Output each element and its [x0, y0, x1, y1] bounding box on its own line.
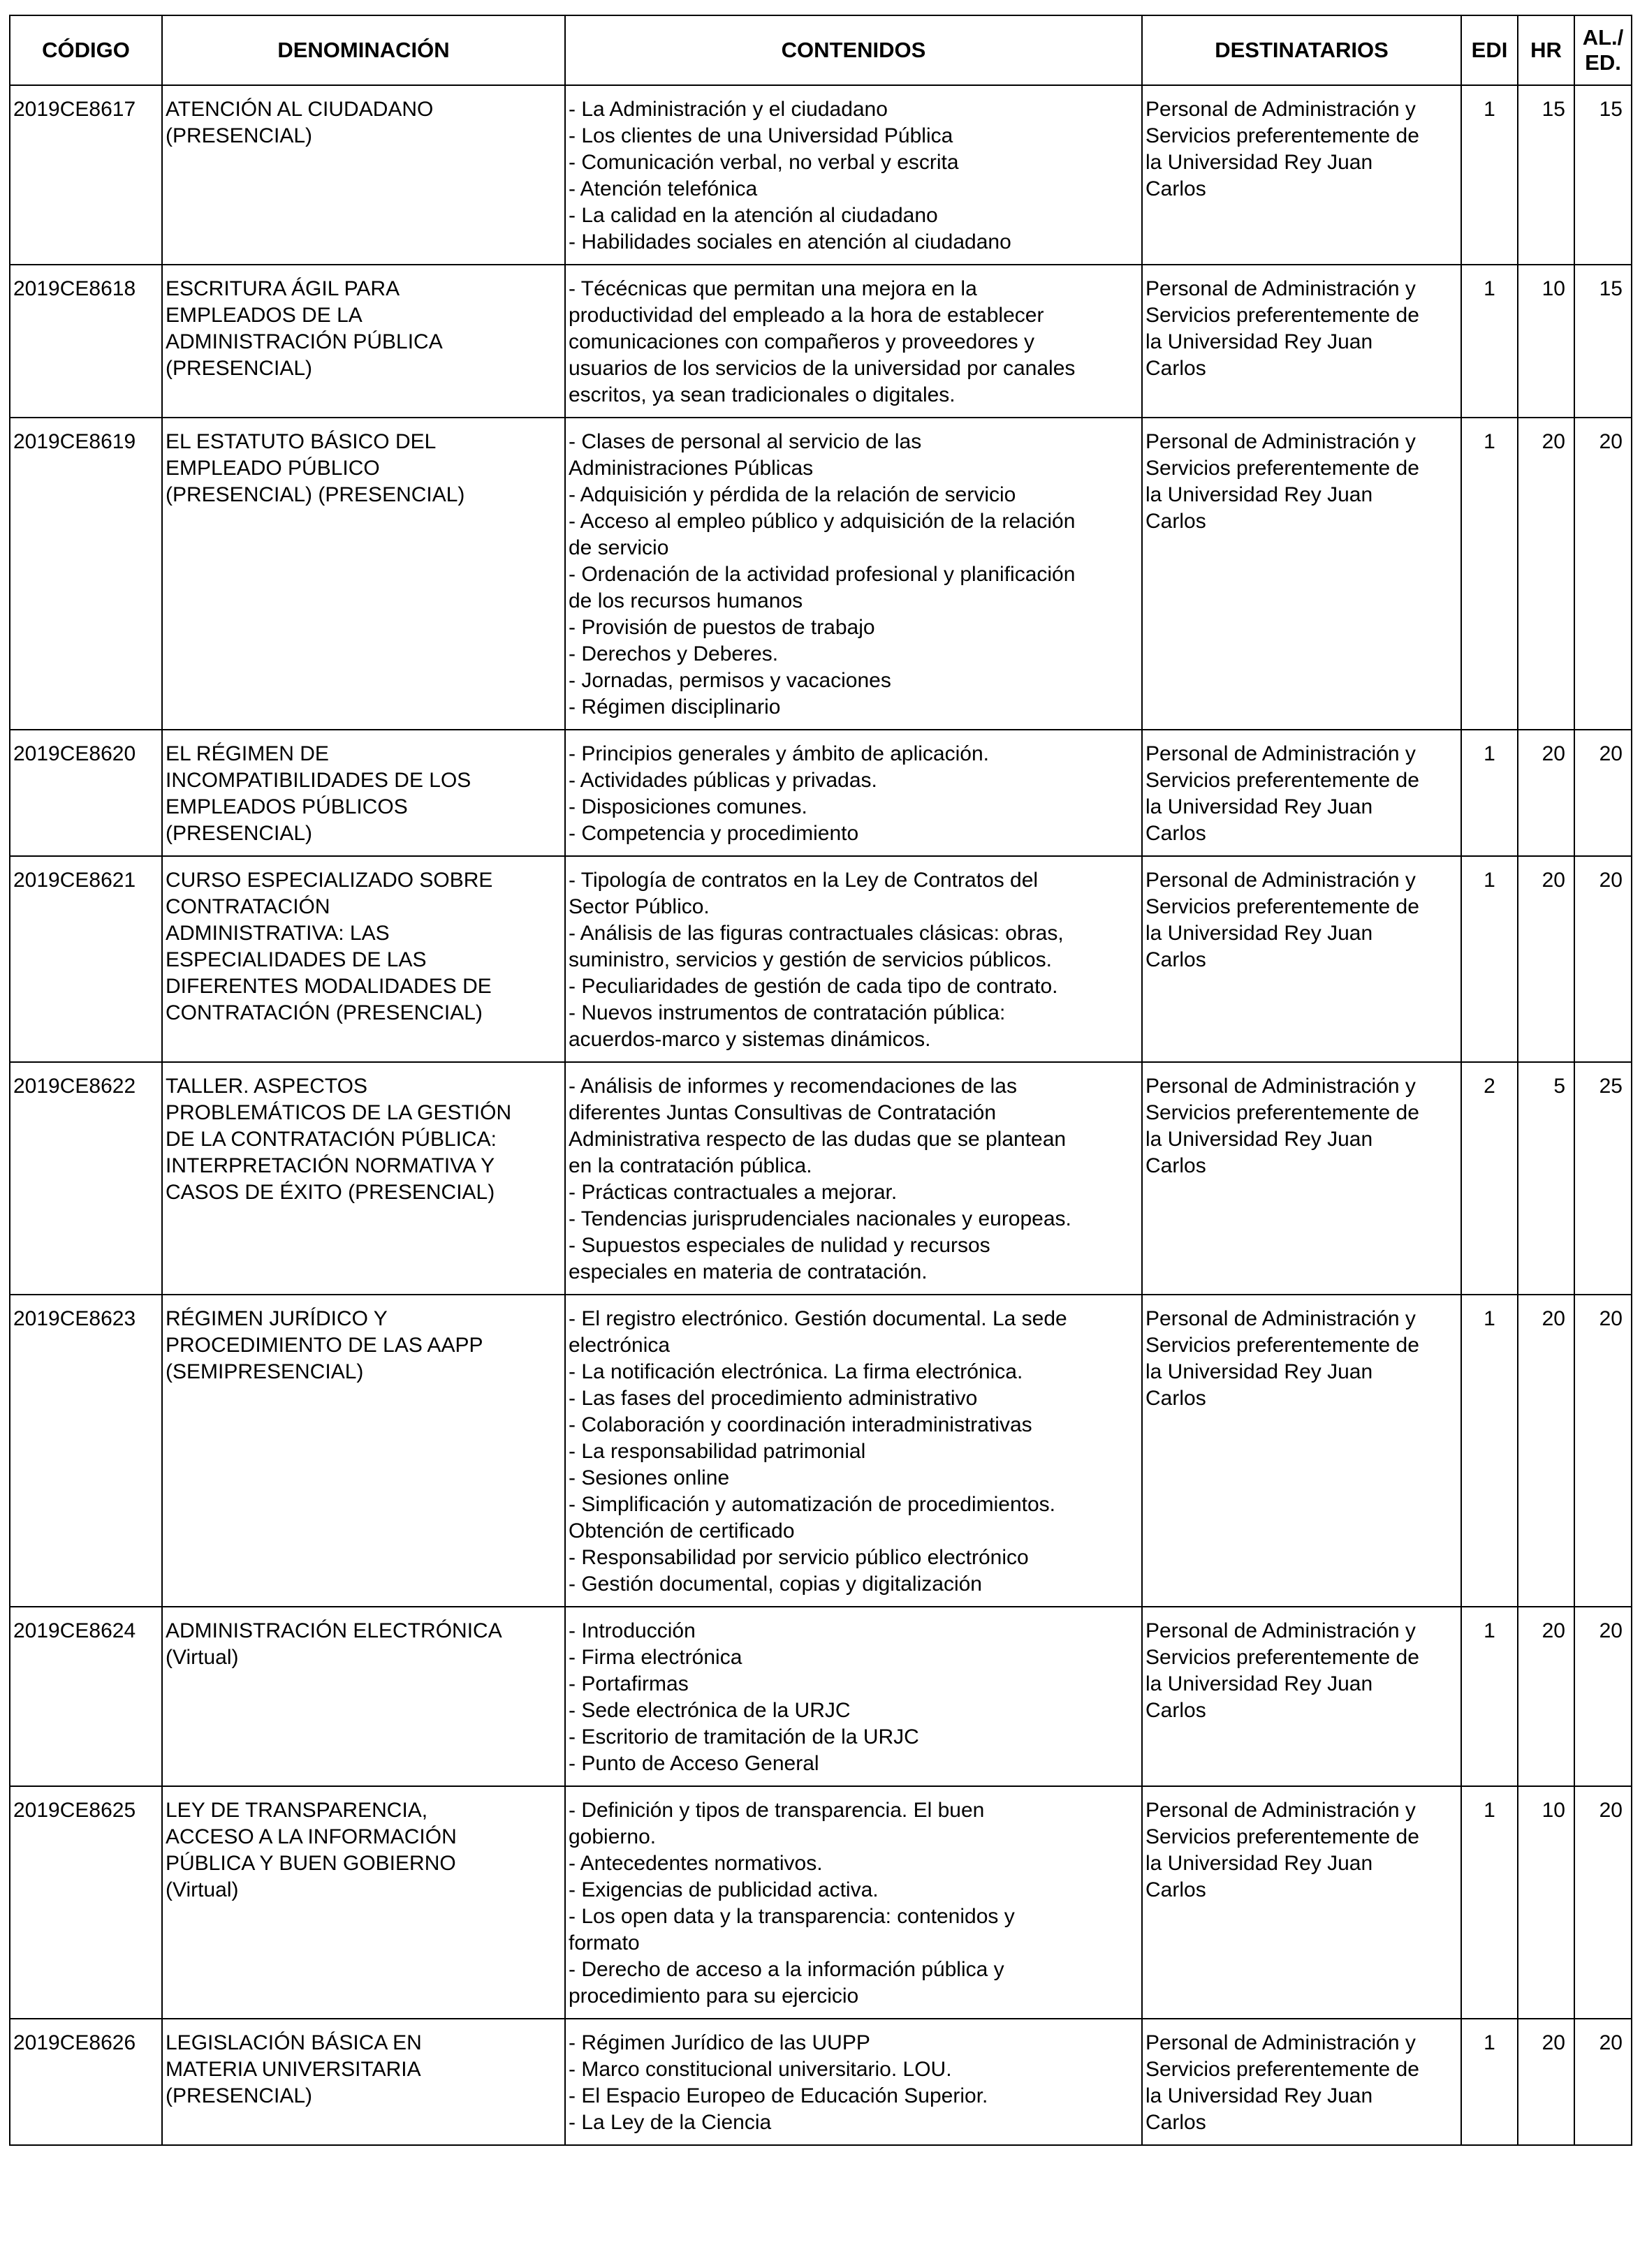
cell-contenidos-line: - Comunicación verbal, no verbal y escrita — [569, 151, 959, 174]
cell-denominacion-line: ADMINISTRATIVA: LAS — [166, 922, 390, 945]
cell-edi: 1 — [1461, 856, 1518, 1062]
cell-denominacion-line: ATENCIÓN AL CIUDADANO — [166, 98, 434, 121]
cell-contenidos-line: Administraciones Públicas — [569, 457, 814, 480]
cell-contenidos — [565, 730, 1142, 856]
cell-contenidos-line: Administrativa respecto de las dudas que se plantean — [569, 1128, 1067, 1151]
cell-contenidos-line: - Punto de Acceso General — [569, 1752, 819, 1775]
cell-destinatarios — [1142, 1607, 1461, 1786]
cell-destinatarios-line: Personal de Administración y — [1145, 1075, 1416, 1098]
cell-contenidos — [565, 2019, 1142, 2145]
cell-contenidos-line: - Portafirmas — [569, 1672, 689, 1695]
cell-edi: 1 — [1461, 418, 1518, 730]
cell-destinatarios-line: la Universidad Rey Juan — [1145, 330, 1373, 353]
cell-denominacion-line: INCOMPATIBILIDADES DE LOS — [166, 769, 471, 792]
cell-denominacion-line: CASOS DE ÉXITO (PRESENCIAL) — [166, 1181, 495, 1204]
cell-al-ed: 20 — [1574, 856, 1632, 1062]
cell-contenidos-line: - Análisis de informes y recomendaciones de las — [569, 1075, 1017, 1098]
cell-destinatarios-line: Servicios preferentemente de — [1145, 769, 1419, 792]
cell-contenidos-line: - Atención telefónica — [569, 177, 758, 200]
cell-al-ed: 20 — [1574, 2019, 1632, 2145]
header-denominacion: DENOMINACIÓN — [162, 15, 565, 85]
cell-contenidos-line: - Introducción — [569, 1619, 696, 1642]
header-edi: EDI — [1461, 15, 1518, 85]
cell-denominacion-line: CONTRATACIÓN (PRESENCIAL) — [166, 1001, 483, 1024]
cell-contenidos-line: - Provisión de puestos de trabajo — [569, 616, 875, 639]
cell-contenidos — [565, 1062, 1142, 1295]
cell-contenidos-line: - Supuestos especiales de nulidad y recursos — [569, 1234, 990, 1257]
cell-destinatarios-line: Personal de Administración y — [1145, 277, 1416, 300]
cell-denominacion-line: ESCRITURA ÁGIL PARA — [166, 277, 400, 300]
cell-contenidos-line: - Simplificación y automatización de procedimientos. — [569, 1493, 1055, 1516]
cell-denominacion-line: (PRESENCIAL) — [166, 124, 313, 147]
cell-destinatarios — [1142, 418, 1461, 730]
cell-destinatarios-line: Carlos — [1145, 2111, 1206, 2134]
cell-contenidos — [565, 1786, 1142, 2019]
cell-al-ed: 20 — [1574, 1295, 1632, 1607]
cell-contenidos-line: - Régimen Jurídico de las UUPP — [569, 2031, 870, 2054]
cell-contenidos — [565, 265, 1142, 418]
cell-codigo: 2019CE8619 — [10, 418, 162, 730]
table-row — [10, 730, 1632, 856]
cell-contenidos-line: gobierno. — [569, 1825, 657, 1848]
cell-contenidos-line: - Ordenación de la actividad profesional y planificación — [569, 563, 1076, 586]
cell-hr: 20 — [1518, 1295, 1574, 1607]
cell-destinatarios — [1142, 730, 1461, 856]
cell-hr: 10 — [1518, 1786, 1574, 2019]
cell-hr: 20 — [1518, 730, 1574, 856]
cell-destinatarios-line: Servicios preferentemente de — [1145, 124, 1419, 147]
cell-destinatarios-line: Carlos — [1145, 1878, 1206, 1901]
cell-contenidos-line: - Acceso al empleo público y adquisición de la relación — [569, 510, 1076, 533]
header-hr: HR — [1518, 15, 1574, 85]
cell-denominacion-line: CONTRATACIÓN — [166, 895, 330, 918]
cell-contenidos-line: procedimiento para su ejercicio — [569, 1984, 859, 2008]
cell-destinatarios-line: la Universidad Rey Juan — [1145, 151, 1373, 174]
table-row — [10, 856, 1632, 1062]
cell-contenidos-line: - Adquisición y pérdida de la relación de servicio — [569, 483, 1016, 506]
table-row — [10, 2019, 1632, 2145]
cell-al-ed: 20 — [1574, 1607, 1632, 1786]
cell-contenidos-line: - El Espacio Europeo de Educación Superior. — [569, 2084, 988, 2107]
cell-destinatarios-line: Servicios preferentemente de — [1145, 1825, 1419, 1848]
cell-denominacion — [162, 730, 565, 856]
cell-denominacion — [162, 1295, 565, 1607]
header-row — [10, 15, 1632, 85]
cell-al-ed: 25 — [1574, 1062, 1632, 1295]
cell-denominacion — [162, 856, 565, 1062]
cell-destinatarios-line: Carlos — [1145, 948, 1206, 971]
cell-contenidos-line: - Tendencias jurisprudenciales nacionales y europeas. — [569, 1207, 1071, 1230]
cell-al-ed: 20 — [1574, 730, 1632, 856]
cell-destinatarios — [1142, 1062, 1461, 1295]
cell-contenidos-line: - Disposiciones comunes. — [569, 795, 807, 818]
cell-denominacion — [162, 2019, 565, 2145]
cell-denominacion-line: ADMINISTRACIÓN ELECTRÓNICA — [166, 1619, 502, 1642]
cell-destinatarios-line: Personal de Administración y — [1145, 1307, 1416, 1330]
cell-contenidos-line: especiales en materia de contratación. — [569, 1260, 928, 1283]
cell-contenidos-line: electrónica — [569, 1334, 671, 1357]
cell-contenidos-line: - Sesiones online — [569, 1466, 730, 1489]
cell-al-ed: 15 — [1574, 265, 1632, 418]
cell-contenidos-line: - Sede electrónica de la URJC — [569, 1699, 851, 1722]
cell-contenidos-line: - Prácticas contractuales a mejorar. — [569, 1181, 898, 1204]
cell-contenidos — [565, 856, 1142, 1062]
cell-denominacion-line: DIFERENTES MODALIDADES DE — [166, 975, 492, 998]
cell-destinatarios-line: la Universidad Rey Juan — [1145, 795, 1373, 818]
cell-destinatarios — [1142, 265, 1461, 418]
header-al-ed-line: AL./ — [1582, 25, 1624, 50]
cell-denominacion-line: TALLER. ASPECTOS — [166, 1075, 367, 1098]
cell-denominacion-line: (PRESENCIAL) — [166, 2084, 313, 2107]
cell-codigo: 2019CE8618 — [10, 265, 162, 418]
cell-denominacion-line: (PRESENCIAL) — [166, 822, 313, 845]
cell-contenidos — [565, 1295, 1142, 1607]
cell-edi: 1 — [1461, 85, 1518, 265]
cell-denominacion-line: RÉGIMEN JURÍDICO Y — [166, 1307, 388, 1330]
cell-contenidos-line: acuerdos-marco y sistemas dinámicos. — [569, 1028, 931, 1051]
cell-denominacion-line: ESPECIALIDADES DE LAS — [166, 948, 427, 971]
cell-contenidos-line: diferentes Juntas Consultivas de Contratación — [569, 1101, 997, 1124]
cell-contenidos-line: - La Ley de la Ciencia — [569, 2111, 772, 2134]
cell-contenidos-line: - Competencia y procedimiento — [569, 822, 859, 845]
cell-al-ed: 20 — [1574, 1786, 1632, 2019]
cell-destinatarios-line: Carlos — [1145, 1387, 1206, 1410]
cell-contenidos-line: formato — [569, 1931, 640, 1954]
cell-contenidos-line: Obtención de certificado — [569, 1519, 795, 1542]
cell-destinatarios-line: Carlos — [1145, 1154, 1206, 1177]
cell-codigo: 2019CE8617 — [10, 85, 162, 265]
cell-contenidos-line: - Tipología de contratos en la Ley de Contratos del — [569, 869, 1039, 892]
cell-contenidos-line: - Régimen disciplinario — [569, 695, 781, 719]
cell-destinatarios-line: Personal de Administración y — [1145, 98, 1416, 121]
cell-destinatarios-line: Personal de Administración y — [1145, 742, 1416, 765]
cell-destinatarios-line: la Universidad Rey Juan — [1145, 1128, 1373, 1151]
cell-destinatarios-line: Carlos — [1145, 510, 1206, 533]
cell-destinatarios-line: Carlos — [1145, 177, 1206, 200]
cell-destinatarios-line: la Universidad Rey Juan — [1145, 2084, 1373, 2107]
cell-contenidos-line: - Definición y tipos de transparencia. El buen — [569, 1799, 985, 1822]
cell-contenidos-line: - La Administración y el ciudadano — [569, 98, 888, 121]
cell-contenidos-line: en la contratación pública. — [569, 1154, 812, 1177]
cell-contenidos-line: - Principios generales y ámbito de aplicación. — [569, 742, 989, 765]
cell-contenidos-line: - Los clientes de una Universidad Pública — [569, 124, 953, 147]
cell-destinatarios — [1142, 1786, 1461, 2019]
cell-contenidos — [565, 1607, 1142, 1786]
cell-destinatarios-line: la Universidad Rey Juan — [1145, 922, 1373, 945]
cell-denominacion-line: ADMINISTRACIÓN PÚBLICA — [166, 330, 443, 353]
cell-al-ed: 15 — [1574, 85, 1632, 265]
cell-destinatarios-line: Personal de Administración y — [1145, 430, 1416, 453]
cell-denominacion-line: CURSO ESPECIALIZADO SOBRE — [166, 869, 493, 892]
table-row — [10, 418, 1632, 730]
cell-contenidos-line: - Técécnicas que permitan una mejora en la — [569, 277, 977, 300]
cell-denominacion-line: PÚBLICA Y BUEN GOBIERNO — [166, 1852, 456, 1875]
cell-contenidos-line: - Jornadas, permisos y vacaciones — [569, 669, 891, 692]
cell-destinatarios — [1142, 1295, 1461, 1607]
cell-denominacion-line: LEGISLACIÓN BÁSICA EN — [166, 2031, 422, 2054]
cell-edi: 2 — [1461, 1062, 1518, 1295]
cell-denominacion — [162, 1607, 565, 1786]
cell-destinatarios-line: Servicios preferentemente de — [1145, 457, 1419, 480]
cell-hr: 15 — [1518, 85, 1574, 265]
cell-denominacion-line: EMPLEADOS PÚBLICOS — [166, 795, 408, 818]
cell-contenidos-line: - Derecho de acceso a la información pública y — [569, 1958, 1004, 1981]
cell-destinatarios-line: Servicios preferentemente de — [1145, 1646, 1419, 1669]
cell-destinatarios-line: Servicios preferentemente de — [1145, 1101, 1419, 1124]
cell-contenidos-line: - Actividades públicas y privadas. — [569, 769, 877, 792]
cell-destinatarios-line: la Universidad Rey Juan — [1145, 1852, 1373, 1875]
cell-destinatarios — [1142, 2019, 1461, 2145]
cell-hr: 20 — [1518, 856, 1574, 1062]
cell-contenidos — [565, 85, 1142, 265]
cell-contenidos-line: - Los open data y la transparencia: contenidos y — [569, 1905, 1015, 1928]
cell-denominacion-line: ACCESO A LA INFORMACIÓN — [166, 1825, 457, 1848]
cell-destinatarios — [1142, 85, 1461, 265]
cell-destinatarios-line: Servicios preferentemente de — [1145, 1334, 1419, 1357]
header-contenidos: CONTENIDOS — [565, 15, 1142, 85]
cell-contenidos-line: - Escritorio de tramitación de la URJC — [569, 1725, 919, 1748]
table-row — [10, 1607, 1632, 1786]
cell-al-ed: 20 — [1574, 418, 1632, 730]
cell-contenidos — [565, 418, 1142, 730]
cell-denominacion-line: PROBLEMÁTICOS DE LA GESTIÓN — [166, 1101, 512, 1124]
cell-contenidos-line: - La notificación electrónica. La firma electrónica. — [569, 1360, 1023, 1383]
cell-destinatarios-line: Servicios preferentemente de — [1145, 2058, 1419, 2081]
cell-contenidos-line: - Responsabilidad por servicio público electrónico — [569, 1546, 1029, 1569]
cell-destinatarios-line: Personal de Administración y — [1145, 2031, 1416, 2054]
cell-codigo: 2019CE8625 — [10, 1786, 162, 2019]
table-row — [10, 85, 1632, 265]
cell-denominacion — [162, 265, 565, 418]
cell-denominacion — [162, 1062, 565, 1295]
cell-codigo: 2019CE8621 — [10, 856, 162, 1062]
cell-destinatarios-line: Carlos — [1145, 822, 1206, 845]
cell-edi: 1 — [1461, 265, 1518, 418]
cell-codigo: 2019CE8623 — [10, 1295, 162, 1607]
cell-denominacion — [162, 85, 565, 265]
cell-contenidos-line: - Antecedentes normativos. — [569, 1852, 823, 1875]
cell-contenidos-line: suministro, servicios y gestión de servicios públicos. — [569, 948, 1052, 971]
cell-denominacion-line: (Virtual) — [166, 1878, 239, 1901]
cell-contenidos-line: comunicaciones con compañeros y proveedores y — [569, 330, 1035, 353]
cell-codigo: 2019CE8626 — [10, 2019, 162, 2145]
cell-destinatarios — [1142, 856, 1461, 1062]
cell-destinatarios-line: Personal de Administración y — [1145, 1799, 1416, 1822]
cell-contenidos-line: - Nuevos instrumentos de contratación pública: — [569, 1001, 1006, 1024]
cell-edi: 1 — [1461, 2019, 1518, 2145]
cell-denominacion — [162, 418, 565, 730]
cell-destinatarios-line: Carlos — [1145, 357, 1206, 380]
cell-contenidos-line: - La responsabilidad patrimonial — [569, 1440, 866, 1463]
cell-contenidos-line: - Las fases del procedimiento administrativo — [569, 1387, 978, 1410]
cell-destinatarios-line: Servicios preferentemente de — [1145, 895, 1419, 918]
cell-contenidos-line: productividad del empleado a la hora de establecer — [569, 304, 1044, 327]
cell-contenidos-line: - Derechos y Deberes. — [569, 642, 779, 665]
cell-denominacion-line: EL ESTATUTO BÁSICO DEL — [166, 430, 437, 453]
cell-contenidos-line: usuarios de los servicios de la universidad por canales — [569, 357, 1076, 380]
cell-contenidos-line: escritos, ya sean tradicionales o digitales. — [569, 383, 956, 406]
cell-denominacion-line: EMPLEADO PÚBLICO — [166, 457, 380, 480]
table-row — [10, 265, 1632, 418]
cell-codigo: 2019CE8622 — [10, 1062, 162, 1295]
cell-denominacion-line: PROCEDIMIENTO DE LAS AAPP — [166, 1334, 483, 1357]
cell-contenidos-line: - Gestión documental, copias y digitalización — [569, 1573, 982, 1596]
cell-destinatarios-line: la Universidad Rey Juan — [1145, 483, 1373, 506]
cell-contenidos-line: - El registro electrónico. Gestión documental. La sede — [569, 1307, 1067, 1330]
cell-contenidos-line: de los recursos humanos — [569, 589, 803, 612]
cell-denominacion — [162, 1786, 565, 2019]
cell-hr: 20 — [1518, 1607, 1574, 1786]
cell-destinatarios-line: la Universidad Rey Juan — [1145, 1360, 1373, 1383]
cell-contenidos-line: - Análisis de las figuras contractuales clásicas: obras, — [569, 922, 1064, 945]
cell-contenidos-line: - Clases de personal al servicio de las — [569, 430, 922, 453]
courses-table — [9, 15, 1632, 2146]
cell-hr: 20 — [1518, 2019, 1574, 2145]
cell-edi: 1 — [1461, 1295, 1518, 1607]
table-row — [10, 1786, 1632, 2019]
table-row — [10, 1295, 1632, 1607]
cell-denominacion-line: LEY DE TRANSPARENCIA, — [166, 1799, 428, 1822]
cell-contenidos-line: - La calidad en la atención al ciudadano — [569, 204, 938, 227]
header-al-ed — [1574, 15, 1632, 85]
cell-hr: 5 — [1518, 1062, 1574, 1295]
cell-destinatarios-line: Servicios preferentemente de — [1145, 304, 1419, 327]
cell-contenidos-line: - Exigencias de publicidad activa. — [569, 1878, 879, 1901]
cell-codigo: 2019CE8624 — [10, 1607, 162, 1786]
cell-denominacion-line: INTERPRETACIÓN NORMATIVA Y — [166, 1154, 495, 1177]
cell-contenidos-line: de servicio — [569, 536, 669, 559]
cell-denominacion-line: DE LA CONTRATACIÓN PÚBLICA: — [166, 1128, 497, 1151]
table-body — [10, 85, 1632, 2145]
cell-destinatarios-line: Carlos — [1145, 1699, 1206, 1722]
cell-edi: 1 — [1461, 1786, 1518, 2019]
cell-edi: 1 — [1461, 1607, 1518, 1786]
header-codigo: CÓDIGO — [10, 15, 162, 85]
cell-denominacion-line: (SEMIPRESENCIAL) — [166, 1360, 364, 1383]
cell-destinatarios-line: Personal de Administración y — [1145, 869, 1416, 892]
cell-denominacion-line: (PRESENCIAL) — [166, 357, 313, 380]
cell-destinatarios-line: la Universidad Rey Juan — [1145, 1672, 1373, 1695]
cell-contenidos-line: - Habilidades sociales en atención al ciudadano — [569, 230, 1011, 253]
cell-contenidos-line: - Peculiaridades de gestión de cada tipo de contrato. — [569, 975, 1058, 998]
cell-contenidos-line: - Marco constitucional universitario. LOU. — [569, 2058, 952, 2081]
cell-denominacion-line: MATERIA UNIVERSITARIA — [166, 2058, 421, 2081]
cell-contenidos-line: - Firma electrónica — [569, 1646, 742, 1669]
cell-hr: 10 — [1518, 265, 1574, 418]
cell-contenidos-line: Sector Público. — [569, 895, 710, 918]
cell-hr: 20 — [1518, 418, 1574, 730]
cell-contenidos-line: - Colaboración y coordinación interadministrativas — [569, 1413, 1032, 1436]
cell-edi: 1 — [1461, 730, 1518, 856]
table-row — [10, 1062, 1632, 1295]
cell-denominacion-line: (Virtual) — [166, 1646, 239, 1669]
cell-denominacion-line: EMPLEADOS DE LA — [166, 304, 363, 327]
cell-codigo: 2019CE8620 — [10, 730, 162, 856]
header-al-ed-line: ED. — [1585, 50, 1621, 75]
header-destinatarios: DESTINATARIOS — [1142, 15, 1461, 85]
cell-denominacion-line: EL RÉGIMEN DE — [166, 742, 329, 765]
cell-denominacion-line: (PRESENCIAL) (PRESENCIAL) — [166, 483, 465, 506]
cell-destinatarios-line: Personal de Administración y — [1145, 1619, 1416, 1642]
